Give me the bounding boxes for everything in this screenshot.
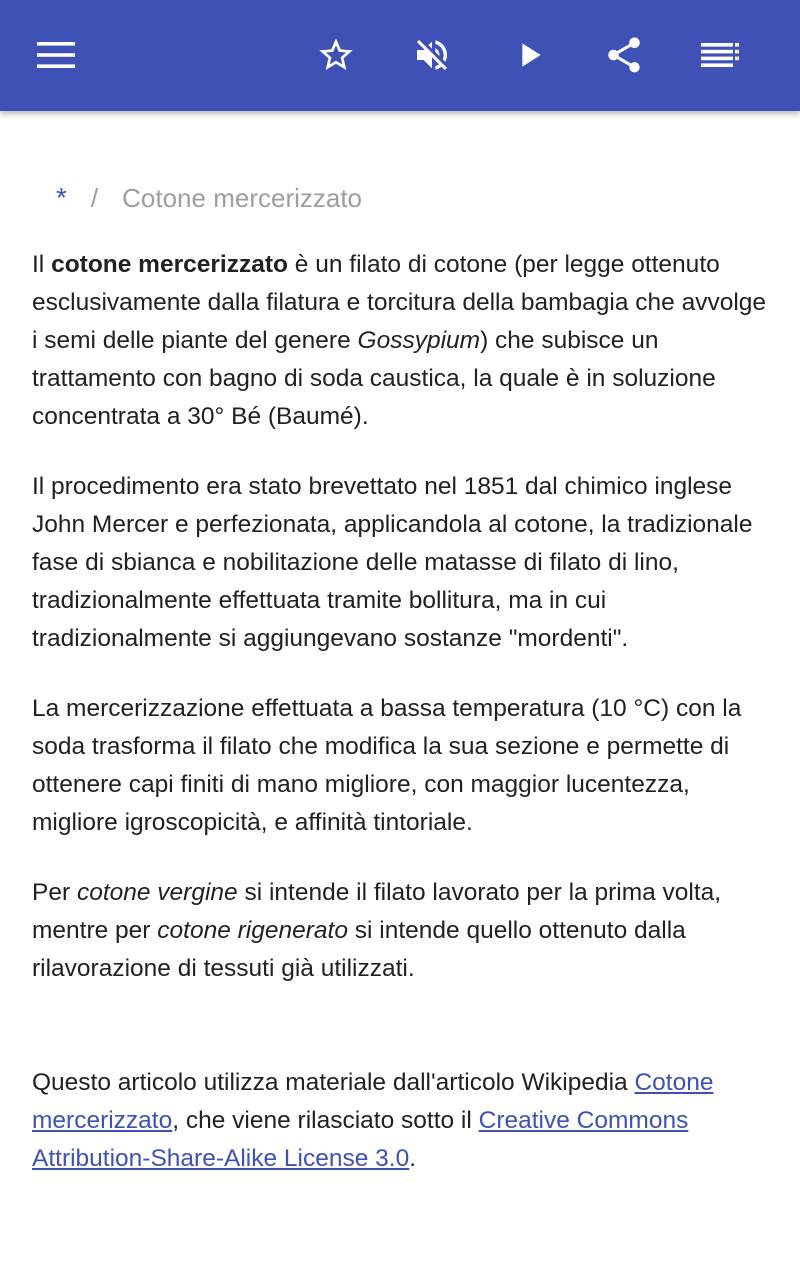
p1-text-mid: è un filato di cotone (per legge ottenuto esclusivamente dalla filatura e torcitura della bambagia che avvolge i semi delle piante del genere xyxy=(32,251,767,354)
p4-text-mid: si intende il filato lavorato per la prima volta, mentre per xyxy=(32,879,722,944)
p4-italic-2: cotone rigenerato xyxy=(157,917,348,944)
p1-italic-genus: Gossypium xyxy=(357,327,481,354)
breadcrumb-root-link[interactable]: * xyxy=(56,182,67,213)
attribution-paragraph xyxy=(32,1064,768,1178)
breadcrumb-separator: / xyxy=(90,182,99,213)
p4-italic-1: cotone vergine xyxy=(76,879,238,906)
favorite-button[interactable] xyxy=(304,23,368,87)
attribution-text-pre: Questo articolo utilizza materiale dall'articolo Wikipedia xyxy=(32,1069,635,1096)
menu-button[interactable] xyxy=(24,23,88,87)
article-paragraph-3: La mercerizzazione effettuata a bassa temperatura (10 °C) con la soda trasforma il filato che modifica la sua sezione e permette di ottenere capi finiti di mano migliore, con maggior lucentezza, migliore igroscopicità, e affinità tintoriale. xyxy=(32,695,742,836)
attribution-text-post: . xyxy=(409,1145,417,1172)
playlist-icon xyxy=(701,43,739,67)
article-paragraph-1 xyxy=(32,246,768,436)
contents-button[interactable] xyxy=(688,23,752,87)
p1-text-post: ) che subisce un trattamento con bagno di soda caustica, la quale è in soluzione concentrata a 30° Bé (Baumé). xyxy=(32,327,716,430)
p1-text-pre: Il xyxy=(32,251,52,278)
play-button[interactable] xyxy=(497,23,561,87)
star-outline-icon xyxy=(316,35,356,75)
attribution-text-mid: , che viene rilasciato sotto il xyxy=(172,1107,479,1134)
p4-text-pre: Per xyxy=(32,879,77,906)
play-icon xyxy=(509,35,549,75)
license-link[interactable]: Creative Commons Attribution-Share-Alike License 3.0 xyxy=(32,1107,689,1172)
article-paragraph-2: Il procedimento era stato brevettato nel 1851 dal chimico inglese John Mercer e perfezionata, applicandola al cotone, la tradizionale fase di sbianca e nobilitazione delle matasse di filato di lino, tradizionalmente effettuata tramite bollitura, ma in cui tradizionalmente si aggiungevano sostanze "mordenti". xyxy=(32,473,753,652)
breadcrumb xyxy=(32,150,768,246)
mute-button[interactable] xyxy=(400,23,464,87)
breadcrumb-current: Cotone mercerizzato xyxy=(122,182,363,213)
article-paragraph-4 xyxy=(32,874,768,988)
app-toolbar xyxy=(0,0,800,111)
p4-text-post: si intende quello ottenuto dalla rilavorazione di tessuti già utilizzati. xyxy=(32,917,686,982)
share-button[interactable] xyxy=(592,23,656,87)
p1-bold-term: cotone mercerizzato xyxy=(51,251,288,278)
volume-off-icon xyxy=(412,35,452,75)
wikipedia-article-link[interactable]: Cotone mercerizzato xyxy=(32,1069,714,1134)
share-icon xyxy=(603,34,645,76)
article-content xyxy=(32,150,768,1210)
menu-icon xyxy=(37,42,75,68)
